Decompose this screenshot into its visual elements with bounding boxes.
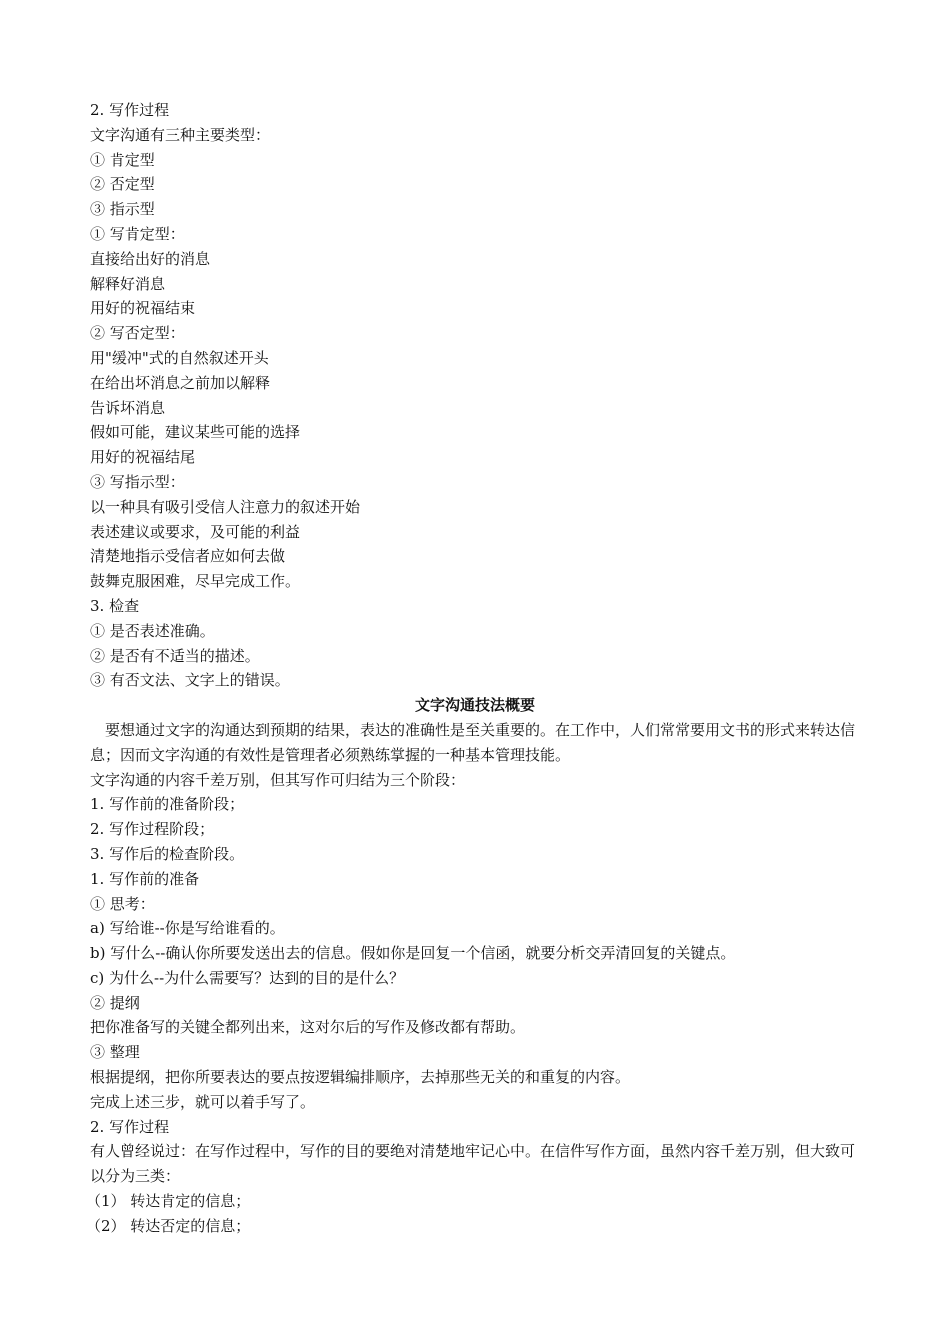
document-page — [86, 98, 860, 1239]
list-item: ① 肯定型 — [90, 150, 155, 169]
text-line: 清楚地指示受信者应如何去做 — [90, 547, 286, 566]
text-line: 用好的祝福结尾 — [90, 448, 196, 467]
heading-preparation: 1. 写作前的准备 — [90, 869, 200, 888]
heading-check: 3. 检查 — [90, 596, 140, 615]
list-item: ③ 有否文法、文字上的错误。 — [90, 671, 290, 690]
section-overview — [86, 693, 860, 1239]
list-item: ② 是否有不适当的描述。 — [90, 646, 260, 665]
subheading-negative: ② 写否定型： — [90, 324, 185, 343]
text-line: 用好的祝福结束 — [90, 299, 196, 318]
text-line: 把你准备写的关键全都列出来，这对尔后的写作及修改都有帮助。 — [90, 1018, 526, 1037]
list-item: ① 是否表述准确。 — [90, 621, 215, 640]
section-title: 文字沟通技法概要 — [414, 696, 535, 715]
intro-paragraph: 要想通过文字的沟通达到预期的结果，表达的准确性是至关重要的。在工作中，人们常常要用文书的形式来转达信息；因而文字沟通的有效性是管理者必须熟练掌握的一种基本管理技能。 — [90, 720, 856, 764]
subheading-organize: ③ 整理 — [90, 1043, 140, 1062]
heading-writing-process: 2. 写作过程 — [90, 101, 170, 119]
list-item: a) 写给谁--你是写给谁看的。 — [90, 919, 285, 938]
list-item: c) 为什么--为什么需要写？达到的目的是什么？ — [90, 968, 405, 987]
subheading-affirmative: ① 写肯定型： — [90, 224, 185, 243]
list-item: （2） 转达否定的信息； — [86, 1216, 251, 1235]
list-item: 1. 写作前的准备阶段； — [90, 795, 245, 814]
subheading-directive: ③ 写指示型： — [90, 472, 185, 491]
text-line: 假如可能，建议某些可能的选择 — [90, 423, 301, 442]
text-line: 用"缓冲"式的自然叙述开头 — [90, 348, 269, 367]
text-line: 直接给出好的消息 — [90, 249, 211, 268]
body-paragraph: 有人曾经说过：在写作过程中，写作的目的要绝对清楚地牢记心中。在信件写作方面，虽然内容千差万别，但大致可以分为三类： — [90, 1142, 856, 1186]
text-line: 以一种具有吸引受信人注意力的叙述开始 — [90, 497, 361, 516]
text-line: 文字沟通有三种主要类型： — [90, 125, 271, 144]
heading-writing-process-2: 2. 写作过程 — [90, 1117, 170, 1136]
section-writing-process — [90, 98, 860, 693]
text-line: 在给出坏消息之前加以解释 — [90, 373, 271, 392]
list-item: ③ 指示型 — [90, 200, 155, 219]
list-item: 2. 写作过程阶段； — [90, 820, 215, 839]
list-item: ② 否定型 — [90, 175, 155, 194]
text-line: 鼓舞克服困难，尽早完成工作。 — [90, 572, 301, 591]
list-item: b) 写什么--确认你所要发送出去的信息。假如你是回复一个信函，就要分析交弄清回复的关键点。 — [90, 944, 736, 963]
text-line: 告诉坏消息 — [90, 398, 166, 417]
text-line: 根据提纲，把你所要表达的要点按逻辑编排顺序，去掉那些无关的和重复的内容。 — [90, 1068, 631, 1087]
text-line: 表述建议或要求，及可能的利益 — [90, 522, 301, 541]
text-line: 解释好消息 — [90, 274, 166, 293]
subheading-outline: ② 提纲 — [90, 993, 140, 1012]
text-line: 文字沟通的内容千差万别，但其写作可归结为三个阶段： — [90, 770, 466, 789]
subheading-think: ① 思考： — [90, 894, 155, 913]
list-item: （1） 转达肯定的信息； — [86, 1192, 251, 1211]
list-item: 3. 写作后的检查阶段。 — [90, 844, 245, 863]
text-line: 完成上述三步，就可以着手写了。 — [90, 1092, 316, 1111]
